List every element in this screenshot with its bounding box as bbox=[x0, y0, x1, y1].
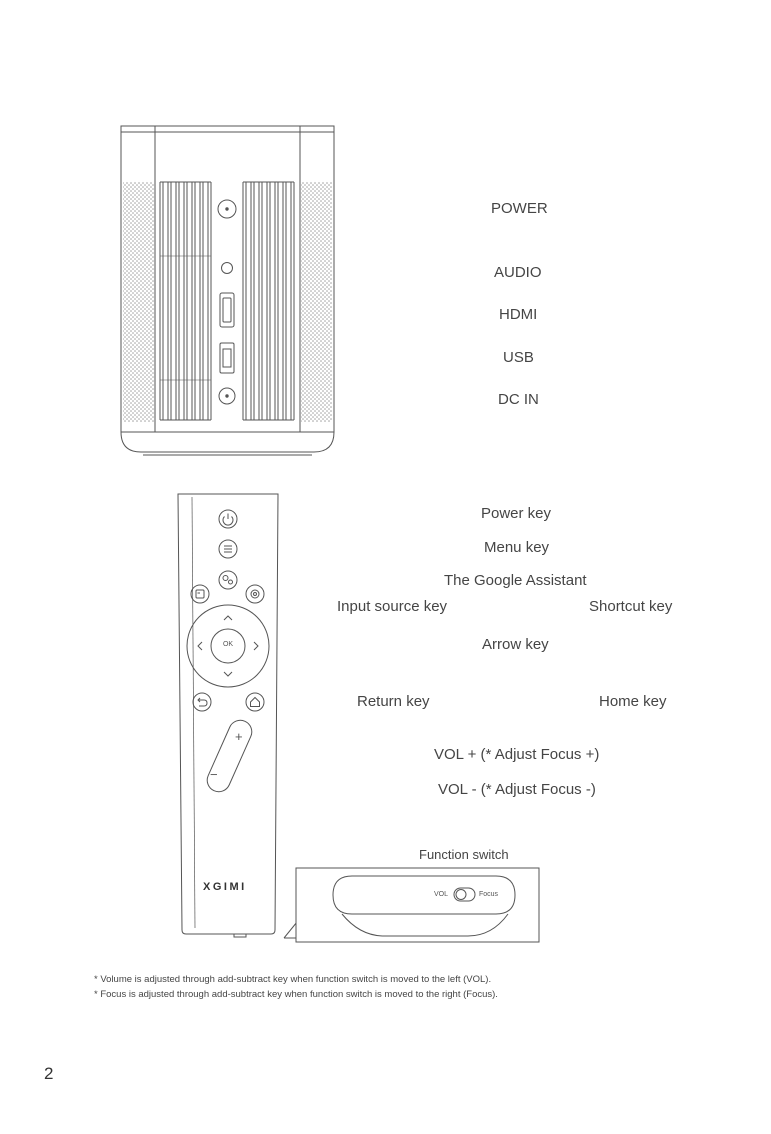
page-number: 2 bbox=[44, 1064, 54, 1083]
label-hdmi-port: HDMI bbox=[499, 306, 538, 323]
footnote-volume: * Volume is adjusted through add-subtract key when function switch is moved to the left (VOL). bbox=[94, 974, 492, 985]
remote-brand-logo: XGIMI bbox=[203, 881, 247, 893]
label-power-key: Power key bbox=[481, 505, 552, 522]
home-button bbox=[246, 693, 264, 711]
label-arrow-key: Arrow key bbox=[482, 636, 549, 653]
speaker-grille-right bbox=[301, 182, 332, 422]
label-vol-down: VOL - (* Adjust Focus -) bbox=[438, 781, 596, 798]
label-vol-up: VOL + (* Adjust Focus +) bbox=[434, 746, 600, 763]
label-shortcut-key: Shortcut key bbox=[589, 598, 673, 615]
label-audio-port: AUDIO bbox=[494, 264, 542, 281]
audio-port bbox=[222, 263, 233, 274]
label-power-port: POWER bbox=[491, 200, 548, 217]
label-input-source-key: Input source key bbox=[337, 598, 448, 615]
remote-body bbox=[178, 494, 278, 934]
vol-minus-sign: − bbox=[210, 767, 218, 782]
ok-button-label: OK bbox=[222, 641, 234, 648]
switch-label-focus: Focus bbox=[479, 891, 499, 898]
label-return-key: Return key bbox=[357, 693, 430, 710]
label-function-switch: Function switch bbox=[419, 847, 509, 862]
footnote-focus: * Focus is adjusted through add-subtract key when function switch is moved to the right (Focus). bbox=[94, 989, 498, 1000]
shortcut-button bbox=[246, 585, 264, 603]
input-source-button bbox=[191, 585, 209, 603]
google-assistant-button bbox=[219, 571, 237, 589]
volume-rocker bbox=[204, 717, 256, 796]
label-menu-key: Menu key bbox=[484, 539, 550, 556]
return-button bbox=[193, 693, 211, 711]
vent-right bbox=[243, 182, 294, 420]
usb-port bbox=[220, 343, 234, 373]
projector-illustration bbox=[121, 126, 334, 455]
vent-left bbox=[160, 182, 211, 420]
function-switch-inset bbox=[284, 868, 539, 942]
label-usb-port: USB bbox=[503, 349, 534, 366]
speaker-grille-left bbox=[123, 182, 154, 422]
switch-label-vol: VOL bbox=[434, 891, 449, 898]
remote-illustration bbox=[178, 494, 278, 937]
inset-frame bbox=[296, 868, 539, 942]
label-dc-in-port: DC IN bbox=[498, 391, 539, 408]
vol-plus-sign: + bbox=[235, 729, 243, 744]
label-home-key: Home key bbox=[599, 693, 667, 710]
label-google-assistant: The Google Assistant bbox=[444, 572, 587, 589]
